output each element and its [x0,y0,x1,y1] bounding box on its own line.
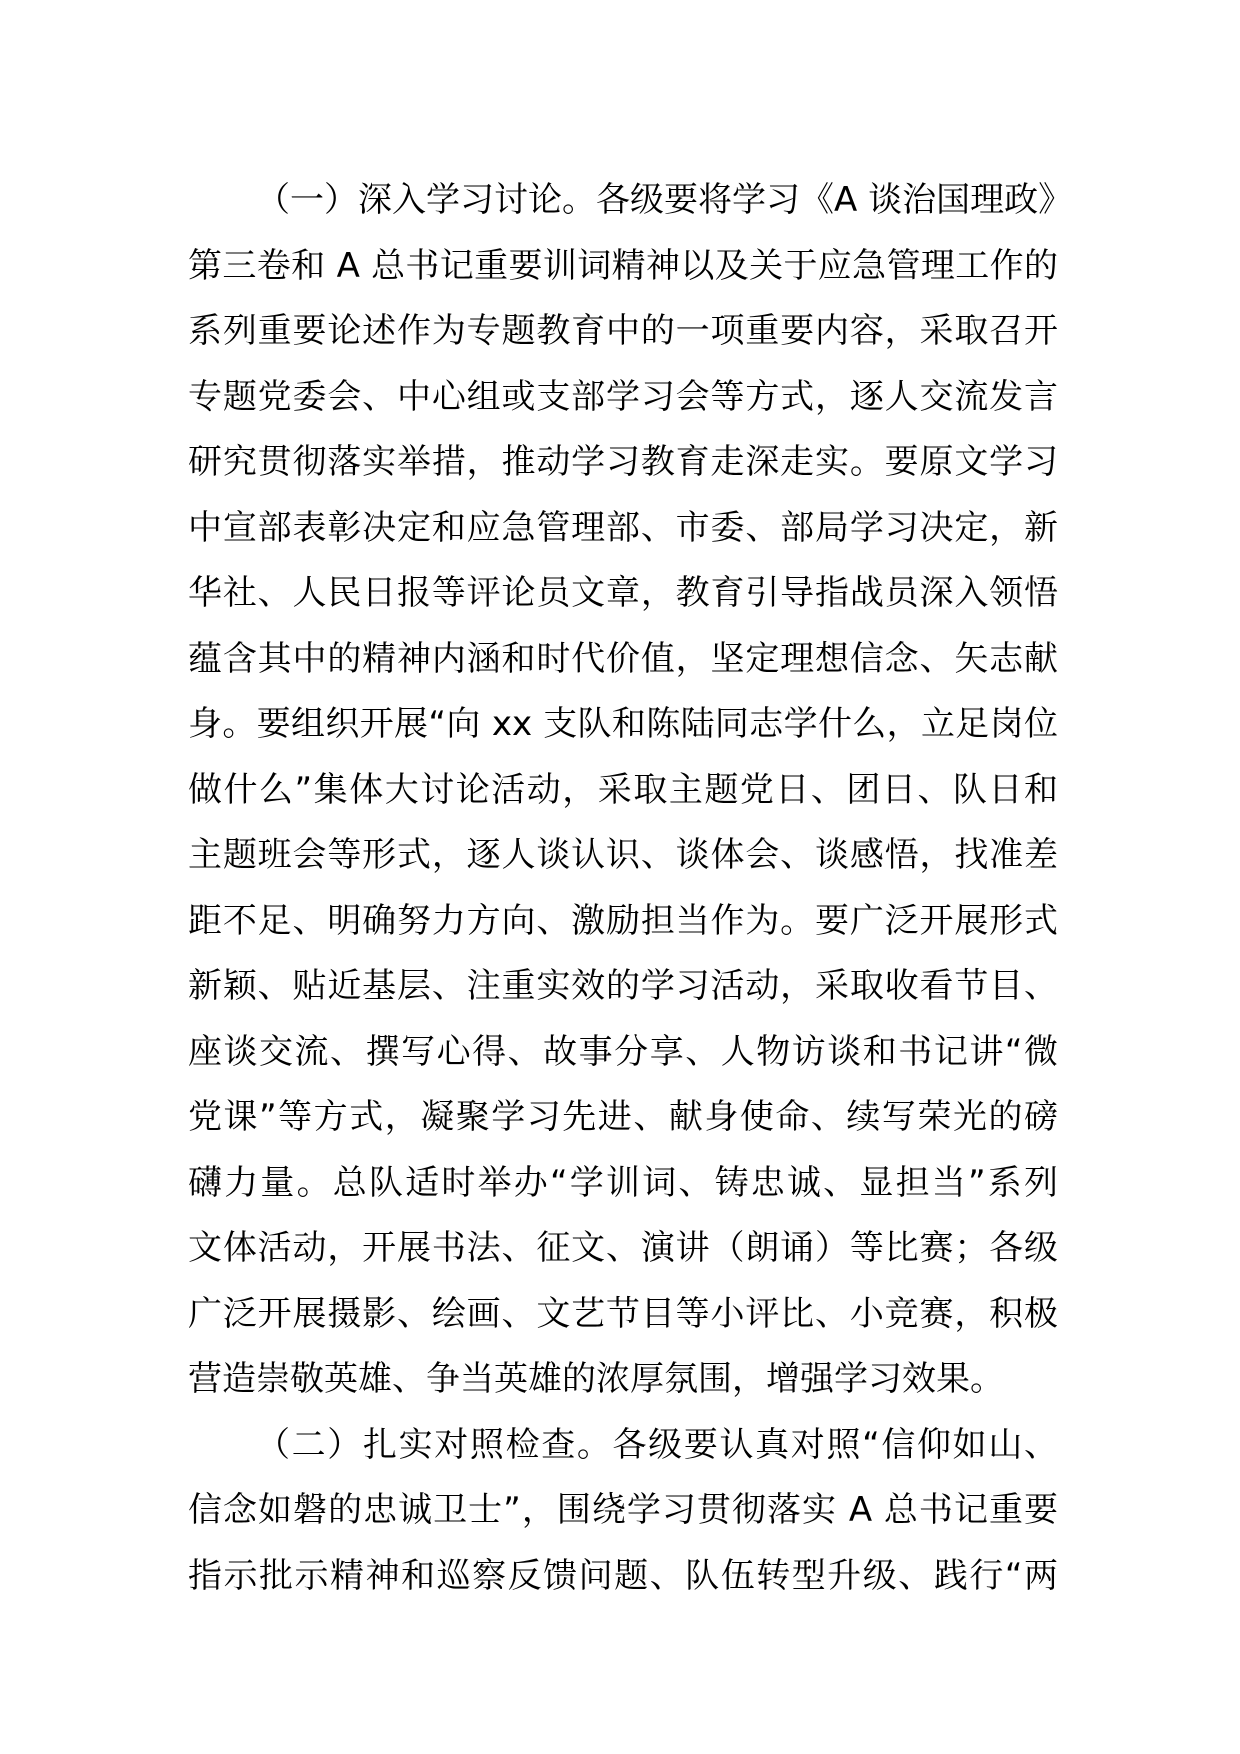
text-line: 研究贯彻落实举措，推动学习教育走深走实。要原文学习 [188,442,1058,482]
text-line: 距不足、明确努力方向、激励担当作为。要广泛开展形式 [188,900,1058,941]
text-line: 新颖、贴近基层、注重实效的学习活动，采取收看节目、 [188,966,1058,1006]
text-line: （一）深入学习讨论。各级要将学习《A 谈治国理政》 [256,180,1073,220]
text-line: 营造崇敬英雄、争当英雄的浓厚氛围，增强学习效果。 [188,1359,1004,1399]
text-line: 文体活动，开展书法、征文、演讲（朗诵）等比赛；各级 [188,1228,1058,1268]
text-line: 座谈交流、撰写心得、故事分享、人物访谈和书记讲“微 [188,1031,1058,1072]
paragraph-self-check [188,1413,1058,1610]
text-line: 蕴含其中的精神内涵和时代价值，坚定理想信念、矢志献 [188,638,1058,679]
paragraph-deep-study [188,168,1073,1413]
text-line: 中宣部表彰决定和应急管理部、市委、部局学习决定，新 [188,507,1058,548]
text-line: 华社、人民日报等评论员文章，教育引导指战员深入领悟 [188,573,1058,613]
text-line: 第三卷和 A 总书记重要训词精神以及关于应急管理工作的 [188,245,1058,286]
text-line: 广泛开展摄影、绘画、文艺节目等小评比、小竞赛，积极 [188,1293,1058,1334]
text-line: （二）扎实对照检查。各级要认真对照“信仰如山、 [256,1424,1058,1465]
text-line: 专题党委会、中心组或支部学习会等方式，逐人交流发言 [188,376,1058,417]
text-line: 指示批示精神和巡察反馈问题、队伍转型升级、践行“两 [188,1555,1058,1596]
text-line: 系列重要论述作为专题教育中的一项重要内容，采取召开 [188,311,1058,351]
text-line: 礴力量。总队适时举办“学训词、铸忠诚、显担当”系列 [188,1162,1058,1203]
text-line: 做什么”集体大讨论活动，采取主题党日、团日、队日和 [188,769,1058,810]
text-line: 主题班会等形式，逐人谈认识、谈体会、谈感悟，找准差 [188,835,1058,875]
text-line: 信念如磐的忠诚卫士”，围绕学习贯彻落实 A 总书记重要 [188,1490,1058,1530]
text-line: 党课”等方式，凝聚学习先进、献身使命、续写荣光的磅 [188,1097,1058,1137]
document-body [188,168,1073,1609]
text-line: 身。要组织开展“向 xx 支队和陈陆同志学什么，立足岗位 [188,704,1058,744]
